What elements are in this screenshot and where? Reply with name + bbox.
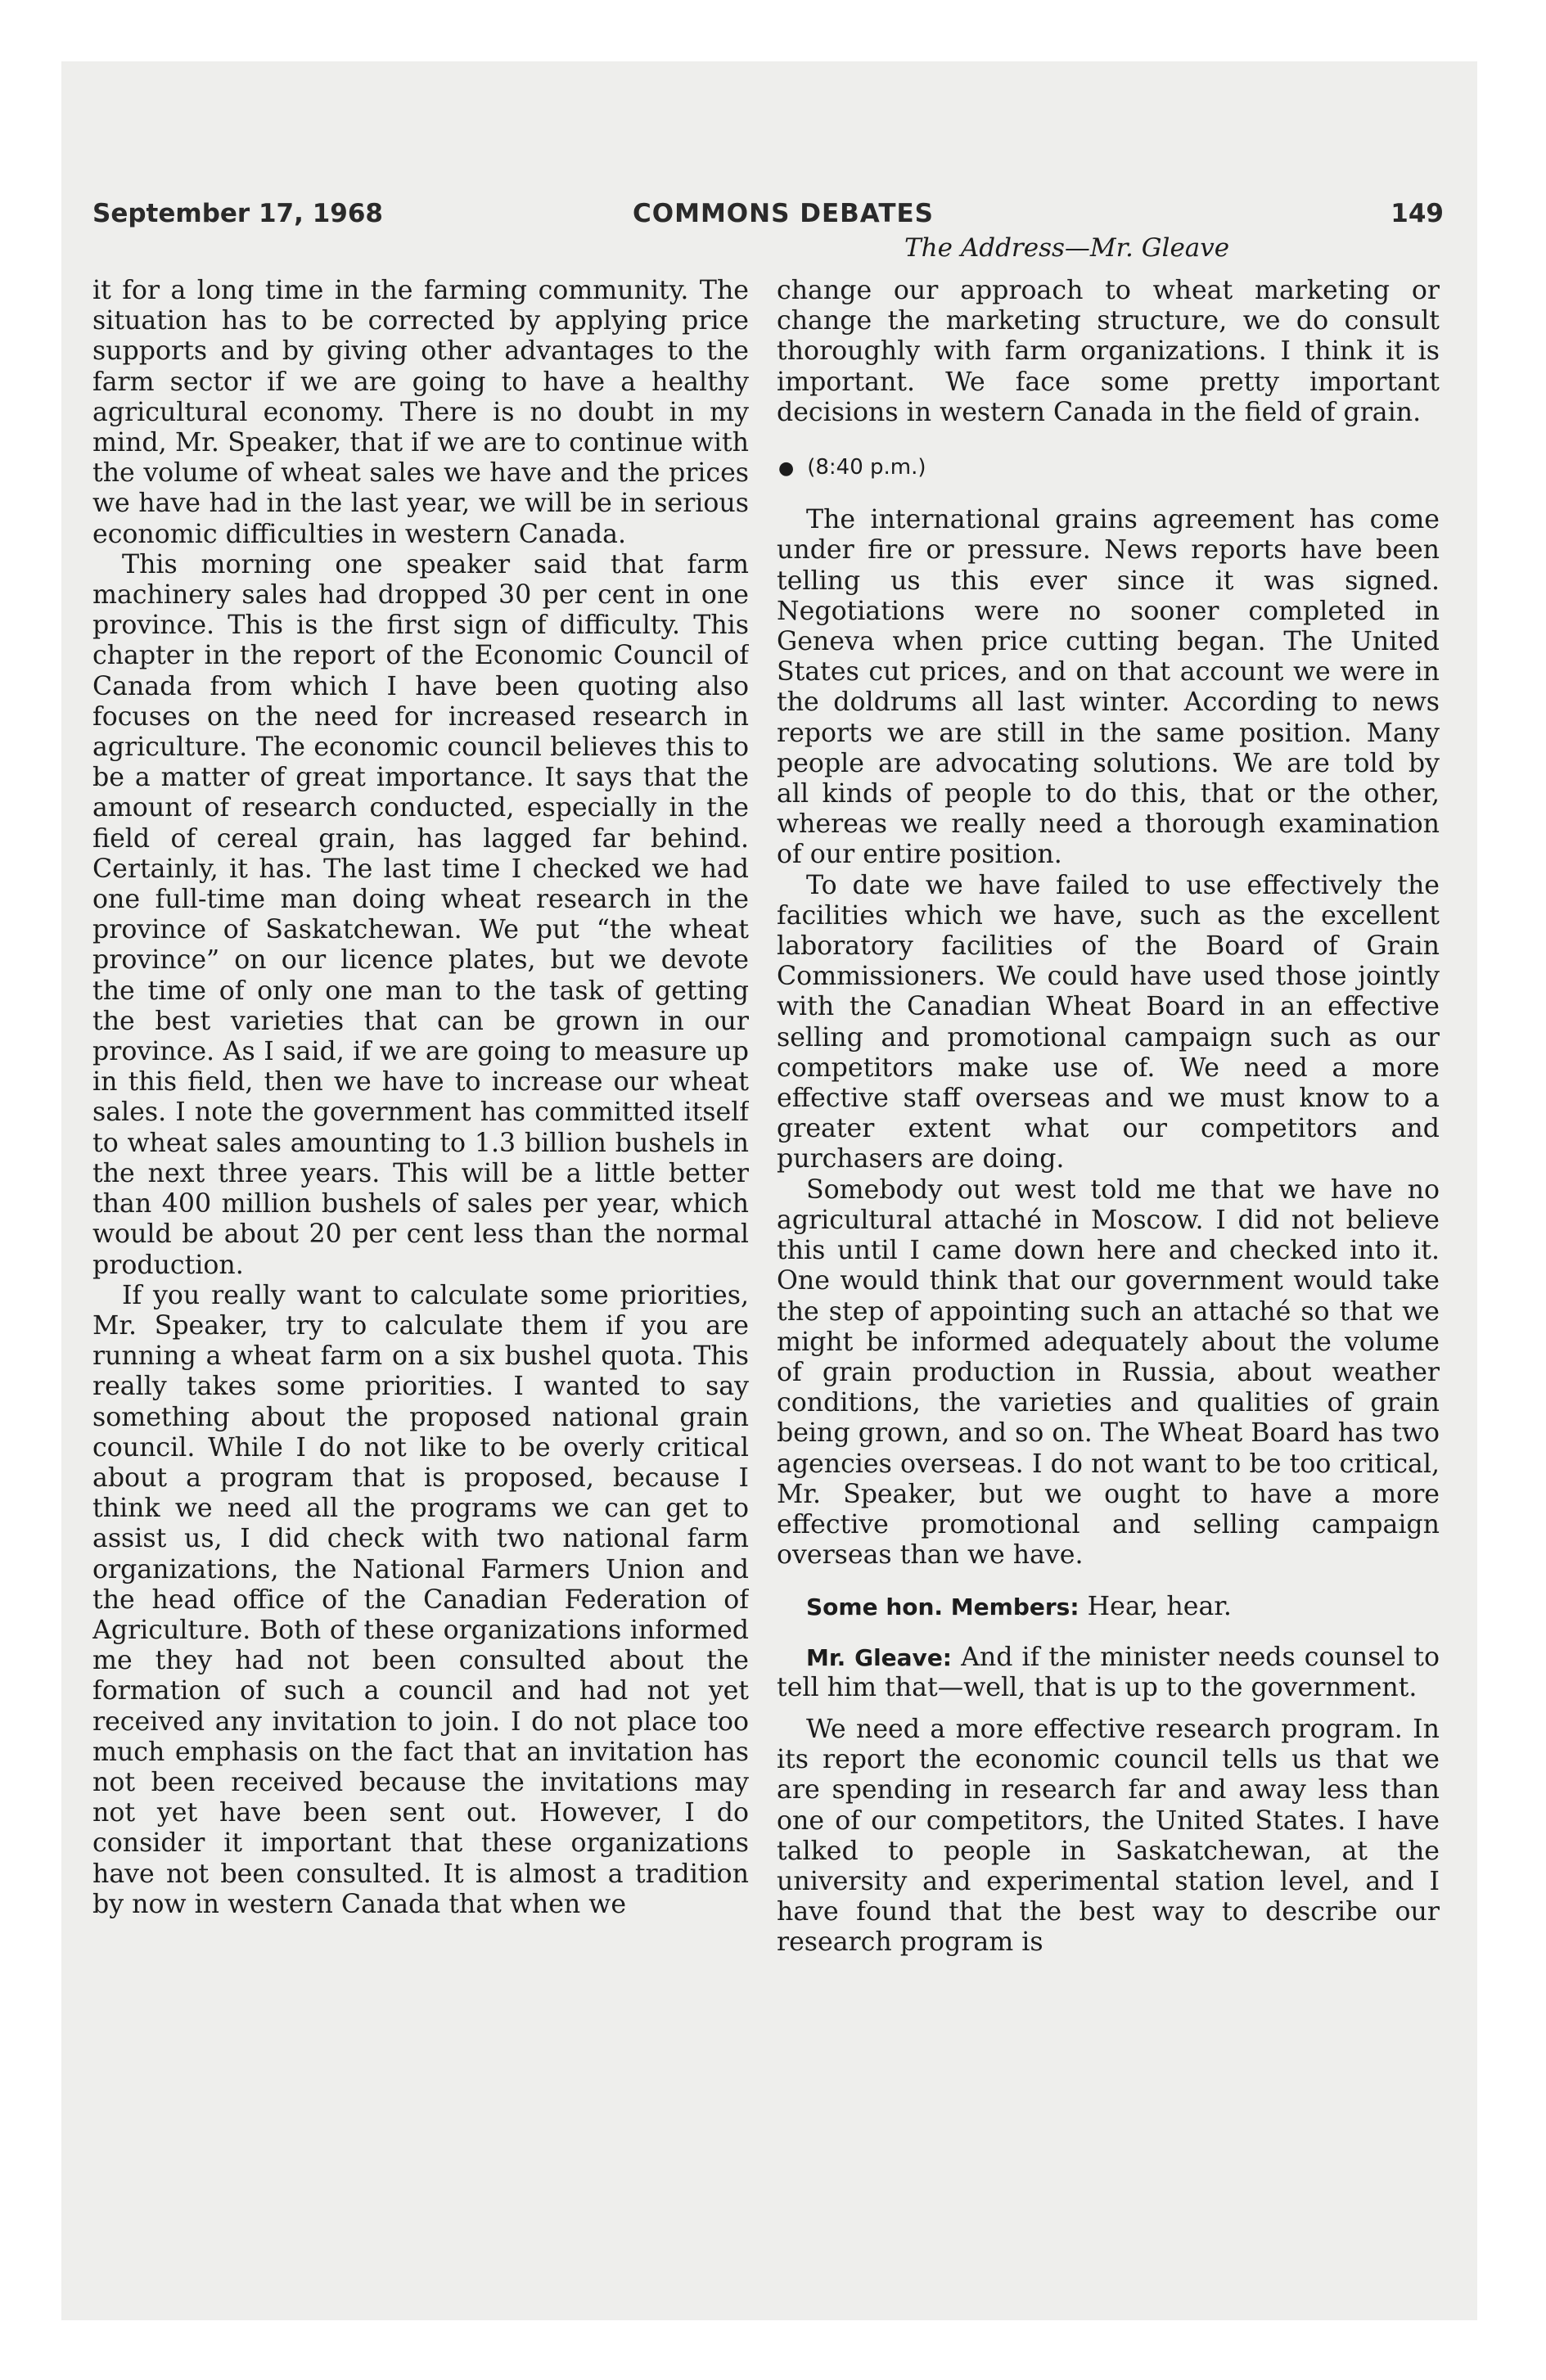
left-paragraph-1: it for a long time in the farming community. The situation has to be corrected by applying price supports and by giving other advantages to the farm sector if we are going to have a healthy agricultural economy. There is no doubt in my mind, Mr. Speaker, that if we are to continue with the volume of wheat sales we have and the prices we have had in the last year, we will be in serious economic difficulties in western Canada.	[92, 276, 749, 549]
right-paragraph-3: Somebody out west told me that we have no agricultural attaché in Moscow. I did not believe this until I came down here and checked into it. One would think that our government would take the step of appointing such an attaché so that we might be informed adequately about the volume of grain production in Russia, about weather conditions, the varieties and qualities of grain being grown, and so on. The Wheat Board has two agencies overseas. I do not want to be too critical, Mr. Speaker, but we ought to have a more effective promotional and selling campaign overseas than we have.	[777, 1174, 1440, 1571]
right-paragraph-2: To date we have failed to use effectively the facilities which we have, such as the excellent laboratory facilities of the Board of Grain Commissioners. We could have used those jointly with the Canadian Wheat Board in an effective selling and promotional campaign such as our competitors make use of. We need a more effective staff overseas and we must know to a greater extent what our competitors and purchasers are doing.	[777, 870, 1440, 1174]
running-head: The Address—Mr. Gleave	[904, 233, 1230, 263]
right-closing-paragraph: We need a more effective research program. In its report the economic council tells us that we are spending in research far and away less than one of our competitors, the United States. I have talked to people in Saskatchewan, at the university and experimental station level, and I have found that the best way to describe our research program is	[777, 1714, 1440, 1958]
page-header	[92, 199, 1444, 235]
bullet-icon: ●	[778, 458, 795, 480]
header-date: September 17, 1968	[92, 199, 383, 228]
left-paragraph-2: This morning one speaker said that farm machinery sales had dropped 30 per cent in one province. This is the first sign of difficulty. This chapter in the report of the Economic Council of Canada from which I have been quoting also focuses on the need for increased research in agriculture. The economic council believes this to be a matter of great importance. It says that the amount of research conducted, especially in the field of cereal grain, has lagged far behind. Certainly, it has. The last time I checked we had one full-time man doing wheat research in the province of Saskatchewan. We put “the wheat province” on our licence plates, but we devote the time of only one man to the task of getting the best varieties that can be grown in our province. As I said, if we are going to measure up in this field, then we have to increase our wheat sales. I note the government has committed itself to wheat sales amounting to 1.3 billion bushels in the next three years. This will be a little better than 400 million bushels of sales per year, which would be about 20 per cent less than the normal production.	[92, 549, 749, 1280]
left-column	[92, 276, 749, 2199]
reply	[777, 1643, 1440, 1703]
interjection	[777, 1592, 1440, 1622]
right-paragraph-1: The international grains agreement has come under fire or pressure. News reports have been telling us this ever since it was signed. Negotiations were no sooner completed in Geneva when price cutting began. The United States cut prices, and on that account we were in the doldrums all last winter. According to news reports we are still in the same position. Many people are advocating solutions. We are told by all kinds of people to do this, that or the other, whereas we really need a thorough examination of our entire position.	[777, 505, 1440, 870]
reply-text: And if the minister needs counsel to tell him that—well, that is up to the government.	[777, 1642, 1440, 1702]
time-marker-text: (8:40 p.m.)	[807, 455, 926, 480]
interjection-text: Hear, hear.	[1087, 1592, 1232, 1622]
page-sheet	[61, 61, 1477, 2320]
right-column	[777, 276, 1440, 2199]
interjection-speaker: Some hon. Members:	[806, 1593, 1079, 1621]
time-marker	[778, 453, 1440, 484]
right-continuation: change our approach to wheat marketing or change the marketing structure, we do consult thoroughly with farm organizations. I think it is important. We face some pretty important decisions in western Canada in the field of grain.	[777, 276, 1440, 427]
header-title: COMMONS DEBATES	[633, 199, 934, 228]
reply-speaker: Mr. Gleave:	[806, 1643, 952, 1671]
left-paragraph-3: If you really want to calculate some priorities, Mr. Speaker, try to calculate them if you are running a wheat farm on a six bushel quota. This really takes some priorities. I wanted to say something about the proposed national grain council. While I do not like to be overly critical about a program that is proposed, because I think we need all the programs we can get to assist us, I did check with two national farm organizations, the National Farmers Union and the head office of the Canadian Federation of Agriculture. Both of these organizations informed me they had not been consulted about the formation of such a council and had not yet received any invitation to join. I do not place too much emphasis on the fact that an invitation has not been received because the invitations may not yet have been sent out. However, I do consider it important that these organizations have not been consulted. It is almost a tradition by now in western Canada that when we	[92, 1280, 749, 1919]
header-page-number: 149	[1390, 199, 1444, 228]
